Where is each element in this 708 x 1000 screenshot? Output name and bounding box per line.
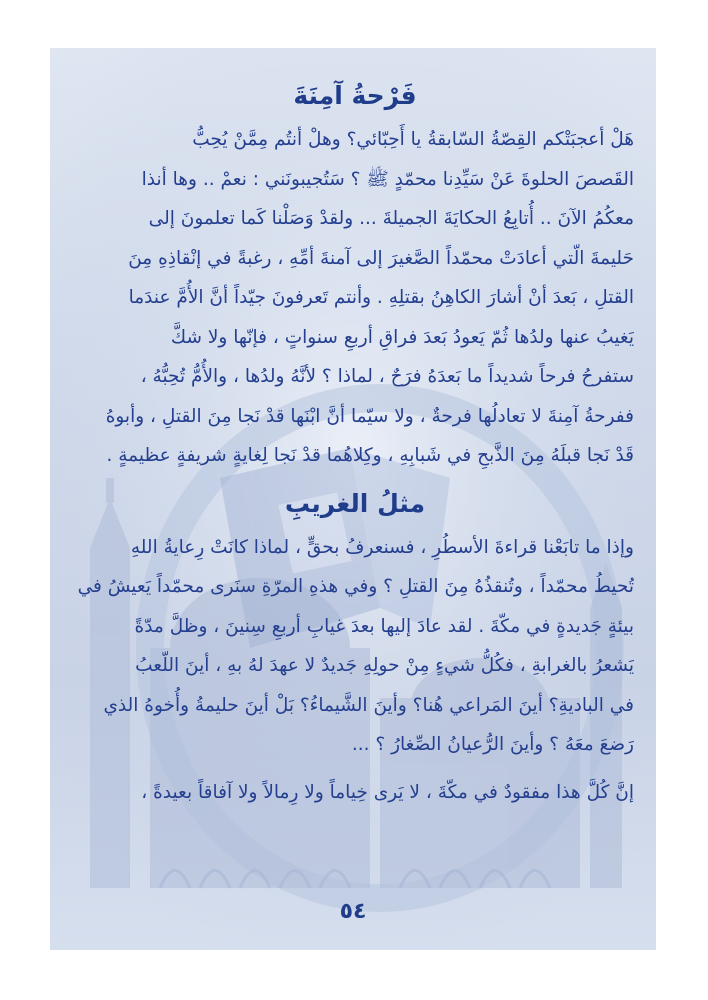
section-title-like-a-stranger: مثلُ الغريبِ bbox=[284, 488, 426, 518]
text-line: في الباديةِ؟ أينَ المَراعي هُنا؟ وأينَ الشَّيماءُ؟ بَلْ أينَ حليمةُ وأُخوهُ الذي bbox=[103, 694, 634, 716]
text-line: يَشعرُ بالغرابةِ ، فكُلُّ شيءٍ مِنْ حولِهِ جَديدٌ لا عهدَ لهُ بهِ ، أينَ اللّعبُ bbox=[135, 655, 634, 676]
text-line: وإذا ما تابَعْنا قراءةَ الأسطُرِ ، فسنعرفُ بحقٍّ ، لماذا كانَتْ رِعايةُ اللهِ bbox=[130, 536, 634, 558]
text-line: هَلْ أعجبَتْكم القِصّةُ السّابقةُ يا أَحِبّائي؟ وهلْ أنتُم مِمَّنْ يُحِبُّ bbox=[192, 129, 634, 150]
text-line: حَليمةَ الّتي أعادَتْ محمّداً الصَّغيرَ إلى آمنةَ أمِّهِ ، رغبةً في إنْقاذِهِ مِنَ bbox=[128, 247, 634, 269]
text-line: ففرحةُ آمِنةَ لا تعادلُها فرحةٌ ، ولا سيّما أنَّ ابْنَها قدْ نَجا مِنَ القتلِ ، وأبوهُ bbox=[105, 405, 634, 427]
page-number: ٥٤ bbox=[339, 899, 367, 924]
text-line: معكُمُ الآنَ .. أُتابِعُ الحكايَةَ الجميلةَ ... ولقدْ وَصَلْنا كَما تعلمونَ إلى bbox=[148, 208, 634, 229]
section-title-joy-of-amina: فَرْحةُ آمِنَةَ bbox=[293, 81, 417, 110]
book-page bbox=[50, 48, 656, 950]
text-line: بيئةٍ جَديدةٍ في مكّةَ . لقد عادَ إليها بعدَ غيابِ أربعِ سِنينَ ، وظلَّ مدّةً bbox=[134, 615, 634, 637]
text-line: يَغيبُ عنها ولدُها ثُمّ يَعودُ بَعدَ فراقِ أربعِ سنواتٍ ، فإنّها ولا شكَّ bbox=[170, 326, 634, 348]
page-content bbox=[76, 76, 634, 812]
paragraph-3 bbox=[76, 773, 634, 813]
paragraph-1 bbox=[76, 120, 634, 476]
text-line: رَضعَ معَهُ ؟ وأينَ الرُّعيانُ الصِّغارُ ؟ ... bbox=[351, 734, 634, 755]
text-line: ستفرحُ فرحاً شديداً ما بَعدَهُ فرَحٌ ، لماذا ؟ لأنَّهُ ولدُها ، والأُمُّ تُحِبُّهُ ، bbox=[140, 366, 634, 387]
text-line: القَصصَ الحلوةَ عَنْ سَيِّدِنا محمّدٍ ﷺ ؟ سَتُجيبونَني : نعمْ .. وها أنذا bbox=[141, 168, 634, 190]
text-line: قَدْ نَجا قبلَهُ مِنَ الذَّبحِ في شَبابِهِ ، وكِلاهُما قدْ نَجا لِغايةٍ شريفةٍ عظيمةٍ . bbox=[106, 445, 634, 466]
paragraph-2 bbox=[76, 528, 634, 765]
text-line: إنَّ كُلَّ هذا مفقودٌ في مكّةَ ، لا يَرى خِياماً ولا رِمالاً ولا آفاقاً بعيدةً ، bbox=[141, 781, 634, 803]
text-line: القتلِ ، بَعدَ أنْ أشارَ الكاهِنُ بقتلِهِ . وأنتم تَعرفونَ جيّداً أنَّ الأُمَّ عندَما bbox=[128, 287, 634, 308]
text-line: تُحيطُ محمّداً ، وتُنقذُهُ مِنَ القتلِ ؟ وفي هذهِ المرّةِ سنَرى محمّداً يَعيشُ في bbox=[77, 576, 634, 597]
